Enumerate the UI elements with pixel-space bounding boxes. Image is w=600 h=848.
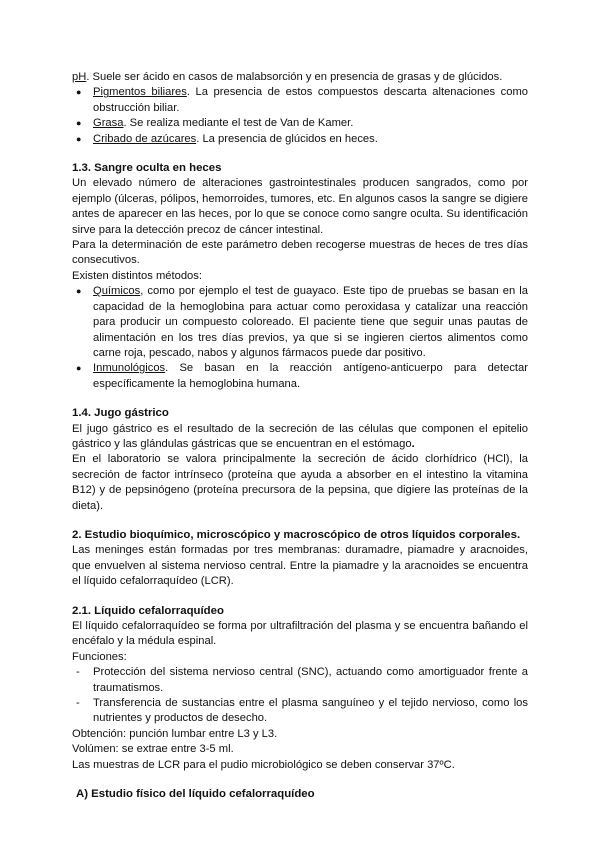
paragraph: Volúmen: se extrae entre 3-5 ml. <box>72 743 234 756</box>
stool-analysis-list <box>72 85 528 147</box>
section-heading-a: A) Estudio físico del líquido cefalorraquídeo <box>76 788 315 801</box>
section-heading-2: 2. Estudio bioquímico, microscópico y macroscópico de otros líquidos corporales. <box>72 528 521 541</box>
paragraph: Funciones: <box>72 650 127 663</box>
functions-list <box>72 665 528 727</box>
list-item-term: Químicos <box>93 285 141 298</box>
section-heading-1-3: 1.3. Sangre oculta en heces <box>72 162 222 175</box>
paragraph: Para la determinación de este parámetro deben recogerse muestras de heces de tres días consecutivos. <box>72 239 528 267</box>
list-item <box>72 284 528 361</box>
paragraph-text: El jugo gástrico es el resultado de la secreción de las células que componen el epitelio gástrico y las glándulas gástricas que se encuentran en el estómago <box>72 422 528 450</box>
list-item: - Protección del sistema nervioso central (SNC), actuando como amortiguador frente a traumatismos. <box>72 665 528 696</box>
methods-list <box>72 284 528 392</box>
paragraph: Obtención: punción lumbar entre L3 y L3. <box>72 727 278 740</box>
paragraph: Las meninges están formadas por tres membranas: duramadre, piamadre y aracnoides, que envuelven al sistema nervioso central. Entre la piamadre y la aracnoides se encuentra el líquido cefalorraquídeo (LCR). <box>72 544 528 588</box>
list-item <box>72 132 528 147</box>
paragraph: Existen distintos métodos: <box>72 269 202 282</box>
ph-term: pH <box>72 71 87 83</box>
list-item-term: Cribado de azúcares <box>93 132 197 145</box>
list-item: - Transferencia de sustancias entre el plasma sanguíneo y el tejido nervioso, como los nutrientes y productos de desecho. <box>72 696 528 727</box>
document-page <box>72 70 528 802</box>
list-item <box>72 85 528 116</box>
list-item-term: Pigmentos biliares <box>93 86 187 99</box>
list-item <box>72 361 528 392</box>
list-item-term: Grasa <box>93 117 124 130</box>
paragraph: El líquido cefalorraquídeo se forma por ultrafiltración del plasma y se encuentra bañando el encéfalo y la médula espinal. <box>72 620 528 648</box>
ph-text: . Suele ser ácido en casos de malabsorción y en presencia de grasas y de glúcidos. <box>86 71 503 83</box>
section-heading-1-4: 1.4. Jugo gástrico <box>72 407 169 420</box>
list-item-text: . La presencia de estos compuestos descarta altenaciones como obstrucción biliar. <box>93 86 528 114</box>
list-item-text: . Se realiza mediante el test de Van de Kamer. <box>123 117 354 130</box>
section-heading-2-1: 2.1. Líquido cefalorraquídeo <box>72 604 224 617</box>
list-item <box>72 116 528 131</box>
paragraph: En el laboratorio se valora principalmente la secreción de ácido clorhídrico (HCl), la secreción de factor intrínseco (proteína que ayuda a absorber en el intestino la vitamina B12) y de pepsinógeno (proteína precursora de la pepsina, que digiere las proteínas de la dieta). <box>72 453 528 512</box>
list-item-term: Inmunológicos <box>93 362 166 375</box>
ph-paragraph <box>72 70 528 85</box>
paragraph: Un elevado número de alteraciones gastrointestinales producen sangrados, como por ejemplo (úlceras, pólipos, hemorroides, tumores, etc. En algunos casos la sangre se digiere antes de aparecer en las heces, por lo que se conoce como sangre oculta. Su identificación sirve para la detección precoz de cáncer intestinal. <box>72 177 528 236</box>
paragraph <box>72 422 528 453</box>
list-item-text: . Se basan en la reacción antígeno-anticuerpo para detectar específicamente la hemoglobina humana. <box>93 362 528 390</box>
paragraph-end-period: . <box>411 437 415 450</box>
paragraph: Las muestras de LCR para el pudio microbiológico se deben conservar 37ºC. <box>72 758 455 771</box>
list-item-text: . La presencia de glúcidos en heces. <box>196 132 378 145</box>
list-item-text: , como por ejemplo el test de guayaco. Este tipo de pruebas se basan en la capacidad de la hemoglobina para actuar como peroxidasa y catalizar una reacción para producir un compuesto coloreado. El paciente tiene que seguir unas pautas de alimentación en los tres días previos, ya que si se ingieren ciertos alimentos como carne roja, pescado, nabos y algunos fármacos puede dar positivo. <box>93 285 528 359</box>
